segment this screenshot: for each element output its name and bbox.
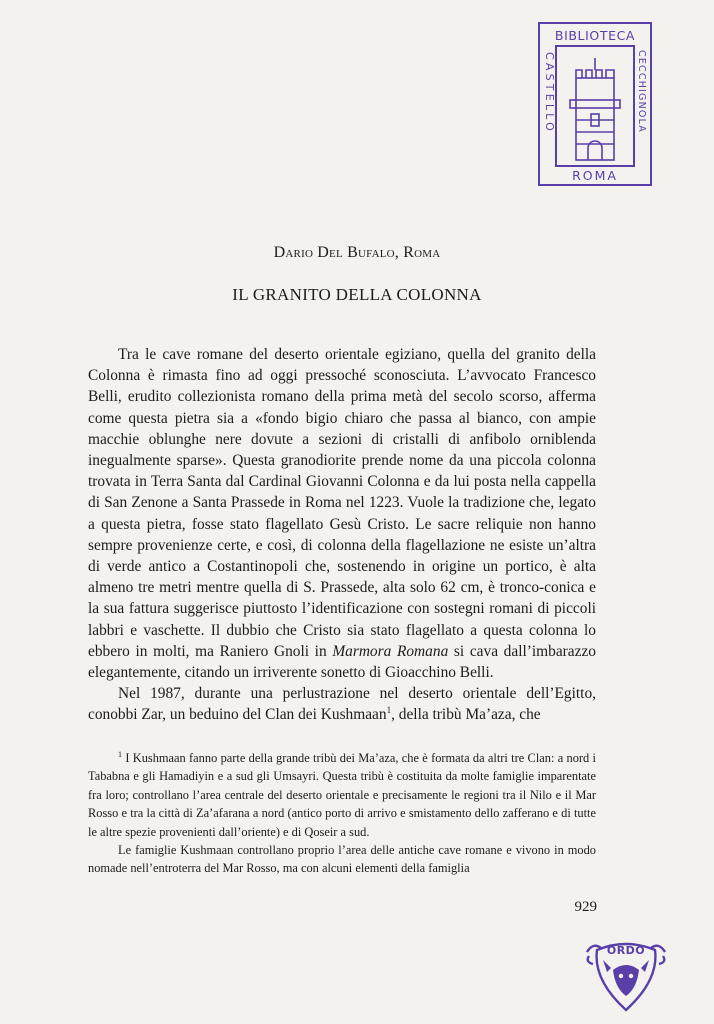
footnote-continuation: Le famiglie Kushmaan controllano proprio l’area delle antiche cave romane e vivono in modo nomade nell’entroterra del Mar Rosso, ma con alcuni elementi della famiglia <box>88 843 596 876</box>
body-text-segment: , della tribù Ma’aza, che <box>391 706 541 724</box>
article-body <box>88 344 596 726</box>
book-title: Marmora Romana <box>332 642 449 660</box>
page-number: 929 <box>574 899 597 915</box>
stamp-bottom-text: ROMA <box>572 168 618 183</box>
article-title: IL GRANITO DELLA COLONNA <box>232 285 482 304</box>
ordo-stamp <box>583 930 669 1016</box>
footnote <box>88 749 596 841</box>
body-paragraph <box>88 344 596 683</box>
body-text-segment: Tra le cave romane del deserto orientale egiziano, quella del granito della Colonna è rimasta fino ad oggi pressoché sconosciuta. L’avvocato Francesco Belli, erudito collezionista romano della prima metà del secolo scorso, afferma come questa pietra sia a «fondo bigio chiaro che passa al bianco, con ampie macchie oblunghe nere dovute a sezioni di cristalli di anfibolo orniblenda inegualmente sparse». Questa granodiorite prende nome da una piccola colonna trovata in Terra Santa dal Cardinal Giovanni Colonna e da lui posta nella cappella di San Zenone a Santa Prassede in Roma nel 1223. Vuole la tradizione che, legato a questa pietra, fosse stato flagellato Gesù Cristo. Le sacre reliquie non hanno sempre provenienze certe, e così, di colonna della flagellazione ne esiste un’altra di verde antico a Costantinopoli che, sostenendo in origine un portico, è alta almeno tre metri mentre quella di S. Prassede, alta solo 62 cm, è tronco-conica e la sua fattura suggerisce piuttosto l’identificazione con sostegni romani di piccoli labbri e vaschette. Il dubbio che Cristo sia stato flagellato a questa colonna lo ebbero in molti, ma Raniero Gnoli in <box>88 346 596 660</box>
footnote-text: I Kushmaan fanno parte della grande tribù dei Ma’aza, che è formata da altri tre Clan: a nord i Tababna e gli Hamadiyin e a sud gli Umsayri. Questa tribù è costituita da molte famiglie imparentate fra loro; controllano l’area centrale del deserto orientale e precisamente le regioni tra il Nilo e il Mar Rosso e tra la città di Za’afarana a nord (antico porto di arrivo e smistamento dello zafferano e di tutte le altre spezie provenienti dall’oriente) e di Qoseir a sud. <box>88 751 596 839</box>
footnote-reference: 1 <box>386 705 392 716</box>
body-text-segment: si cava dall’imbarazzo elegantemente, citando un irriverente sonetto di Gioacchino Belli. <box>88 642 596 682</box>
footnotes <box>88 749 596 878</box>
footnote-number: 1 <box>118 749 122 759</box>
ordo-stamp-label: ORDO <box>606 944 646 957</box>
stamp-left-text: CASTELLO <box>543 52 556 134</box>
library-stamp <box>536 20 654 188</box>
stamp-right-text: CECCHIGNOLA <box>636 50 647 134</box>
body-paragraph <box>88 683 596 725</box>
stamp-top-text: BIBLIOTECA <box>554 28 636 43</box>
article-author: Dario Del Bufalo, Roma <box>273 244 441 261</box>
body-text-segment: Nel 1987, durante una perlustrazione nel deserto orientale dell’Egitto, conobbi Zar, un beduino del Clan dei Kushmaan <box>88 685 596 724</box>
